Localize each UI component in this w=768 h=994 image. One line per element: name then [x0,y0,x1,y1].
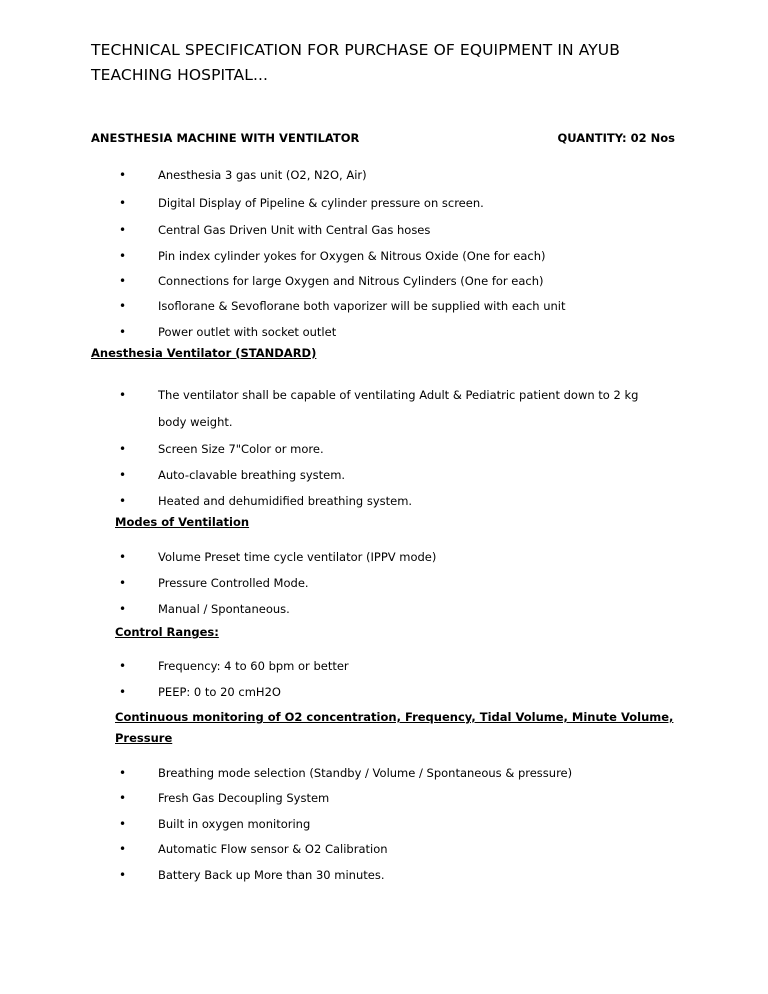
monitoring-text: Battery Back up More than 30 minutes. [158,868,385,882]
feature-text: Pin index cylinder yokes for Oxygen & Nitrous Oxide (One for each) [158,249,546,263]
ventilator-text: The ventilator shall be capable of ventilating Adult & Pediatric patient down to 2 kg [158,388,639,402]
modes-heading: Modes of Ventilation [115,515,250,529]
ventilator-heading: Anesthesia Ventilator (STANDARD) [91,346,317,360]
ventilator-text: Screen Size 7"Color or more. [158,442,324,456]
bullet-icon: • [119,842,127,856]
bullet-icon: • [119,494,127,508]
bullet-icon: • [119,274,127,288]
feature-text: Connections for large Oxygen and Nitrous Cylinders (One for each) [158,274,544,288]
bullet-icon: • [119,817,127,831]
bullet-icon: • [119,766,127,780]
equipment-title: ANESTHESIA MACHINE WITH VENTILATOR [91,131,360,145]
bullet-icon: • [119,550,127,564]
mode-text: Volume Preset time cycle ventilator (IPPV mode) [158,550,437,564]
monitoring-text: Breathing mode selection (Standby / Volume / Spontaneous & pressure) [158,766,573,780]
monitoring-heading-line-2: Pressure [115,731,173,745]
bullet-icon: • [119,196,127,210]
header-line-1: TECHNICAL SPECIFICATION FOR PURCHASE OF EQUIPMENT IN AYUB [91,41,620,59]
bullet-icon: • [119,249,127,263]
bullet-icon: • [119,659,127,673]
feature-text: Digital Display of Pipeline & cylinder pressure on screen. [158,196,484,210]
control-text: Frequency: 4 to 60 bpm or better [158,659,349,673]
monitoring-text: Automatic Flow sensor & O2 Calibration [158,842,388,856]
bullet-icon: • [119,868,127,882]
control-text: PEEP: 0 to 20 cmH2O [158,685,281,699]
bullet-icon: • [119,388,127,402]
equipment-quantity: QUANTITY: 02 Nos [557,131,675,145]
bullet-icon: • [119,576,127,590]
feature-text: Isoflorane & Sevoflorane both vaporizer will be supplied with each unit [158,299,566,313]
ventilator-text: Auto-clavable breathing system. [158,468,346,482]
bullet-icon: • [119,299,127,313]
control-heading: Control Ranges: [115,625,219,639]
monitoring-heading-line-1: Continuous monitoring of O2 concentration, Frequency, Tidal Volume, Minute Volume, [115,710,674,724]
ventilator-text-continued: body weight. [158,415,233,429]
mode-text: Pressure Controlled Mode. [158,576,309,590]
feature-text: Power outlet with socket outlet [158,325,337,339]
monitoring-text: Built in oxygen monitoring [158,817,311,831]
monitoring-text: Fresh Gas Decoupling System [158,791,330,805]
bullet-icon: • [119,168,127,182]
equipment-heading [91,131,675,151]
document-header [91,38,691,88]
ventilator-text: Heated and dehumidified breathing system. [158,494,413,508]
bullet-icon: • [119,685,127,699]
feature-text: Anesthesia 3 gas unit (O2, N2O, Air) [158,168,367,182]
bullet-icon: • [119,791,127,805]
header-line-2: TEACHING HOSPITAL... [91,66,269,84]
mode-text: Manual / Spontaneous. [158,602,290,616]
feature-text: Central Gas Driven Unit with Central Gas hoses [158,223,431,237]
bullet-icon: • [119,442,127,456]
bullet-icon: • [119,468,127,482]
bullet-icon: • [119,223,127,237]
bullet-icon: • [119,602,127,616]
bullet-icon: • [119,325,127,339]
